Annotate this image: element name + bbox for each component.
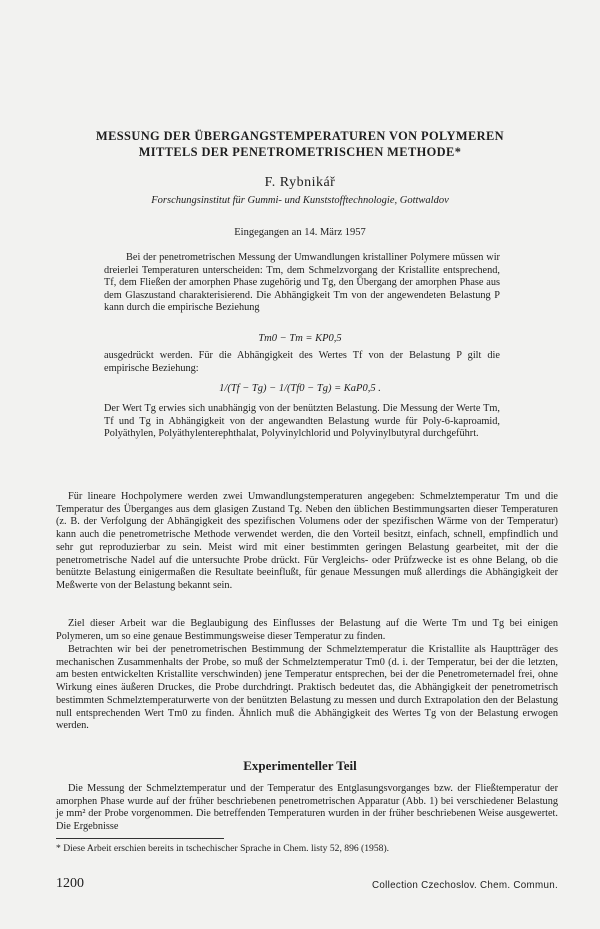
footnote: * Diese Arbeit erschien bereits in tschechischer Sprache in Chem. listy 52, 896 (1958). [56,843,390,854]
equation-2: 1/(Tf − Tg) − 1/(Tf0 − Tg) = KaP0,5 . [219,383,381,394]
abstract-paragraph-2: ausgedrückt werden. Für die Abhängigkeit des Wertes Tf von der Belastung P gilt die empirische Beziehung: [104,350,500,374]
footnote-rule [56,838,224,839]
abstract-paragraph-1: Bei der penetrometrischen Messung der Umwandlungen kristalliner Polymere müssen wir dreierlei Temperaturen unterscheiden: Tm, dem Schmelzvorgang der Kristallite entsprechend, Tf, dem Fließen der amorphen Phase zugehörig und Tg, den Übergang der amorphen Phase aus dem Glaszustand charakterisierend. Die Abhängigkeit Tm von der angewendeten Belastung P kann durch die empirische Beziehung [104,252,500,314]
body-paragraph-1: Für lineare Hochpolymere werden zwei Umwandlungstemperaturen angegeben: Schmelztemperatur Tm und die Temperatur des Überganges aus dem glasigen Zustand Tg. Neben den üblichen Bestimmungsarten dieser Temperaturen (z. B. der Verfolgung der Abhängigkeit des spezifischen Volumens oder der spezifischen Wärme von der Temperatur) kann auch die penetrometrische Methode verwendet werden, die den Vorteil besitzt, einfach, schnell, empfindlich und sehr gut reproduzierbar zu sein. Meist wird mit einer bestimmten geringen Belastung gearbeitet, mit der die penetrometrische Nadel auf die untersuchte Probe drückt. Für Vergleichs- oder Prüfzwecke ist es ohne Belang, ob die benützte Belastung einigermaßen die Resultate beeinflußt, für genaue Messungen muß allerdings die Abhängigkeit der Meßwerte von der Belastung bekannt sein. [56,491,558,591]
journal-name: Collection Czechoslov. Chem. Commun. [372,880,558,891]
body-paragraph-4: Die Messung der Schmelztemperatur und der Temperatur des Entglasungsvorganges bzw. der Fließtemperatur der amorphen Phase wurde auf der früher beschriebenen penetrometrischen Apparatur (Abb. 1) bei verschiedener Belastung je mm² der Probe vorgenommen. Die betreffenden Temperaturen wurden in der früher beschriebenen Weise ausgewertet. Die Ergebnisse [56,783,558,833]
abstract-paragraph-3: Der Wert Tg erwies sich unabhängig von der benützten Belastung. Die Messung der Werte Tm, Tf und Tg in Abhängigkeit von der angewandten Belastung wurde für Poly-6-kaproamid, Polyäthylen, Polyäthylenterephthalat, Polyvinylchlorid und Polyvinylbutyral durchgeführt. [104,403,500,440]
author-affiliation: Forschungsinstitut für Gummi- und Kunststofftechnologie, Gottwaldov [151,195,449,206]
body-paragraph-2: Ziel dieser Arbeit war die Beglaubigung des Einflusses der Belastung auf die Werte Tm und Tg bei einigen Polymeren, um so eine genaue Bestimmungsweise dieser Temperatur zu finden. [56,618,558,642]
section-heading: Experimenteller Teil [243,758,357,773]
title-line-1: MESSUNG DER ÜBERGANGSTEMPERATUREN VON POLYMEREN [96,129,504,143]
equation-1: Tm0 − Tm = KP0,5 [258,333,342,344]
paper-title [58,128,542,160]
received-date: Eingegangen an 14. März 1957 [234,227,366,238]
author-name: F. Rybnikář [264,175,336,190]
body-paragraph-3: Betrachten wir bei der penetrometrischen Bestimmung der Schmelztemperatur die Kristallite als Hauptträger des mechanischen Zusammenhalts der Probe, so muß der Schmelztemperatur Tm0 (d. i. der Temperatur, bei der die letzten, am besten entwickelten Kristallite verschwinden) jene Temperatur entsprechen, bei der die Penetrometernadel frei, ohne Wirkung eines äußeren Druckes, die Probe durchdringt. Praktisch bedeutet das, die Abhängigkeit der penetrometrisch bestimmten Schmelztemperaturwerte von der benützten Belastung zu messen und durch Extrapolation den der Belastung null entsprechenden Wert Tm0 zu finden. Ähnlich muß die Abhängigkeit des Wertes Tg von der Belastung erwogen werden. [56,644,558,732]
page-number: 1200 [56,876,84,891]
title-line-2: MITTELS DER PENETROMETRISCHEN METHODE* [138,145,462,159]
